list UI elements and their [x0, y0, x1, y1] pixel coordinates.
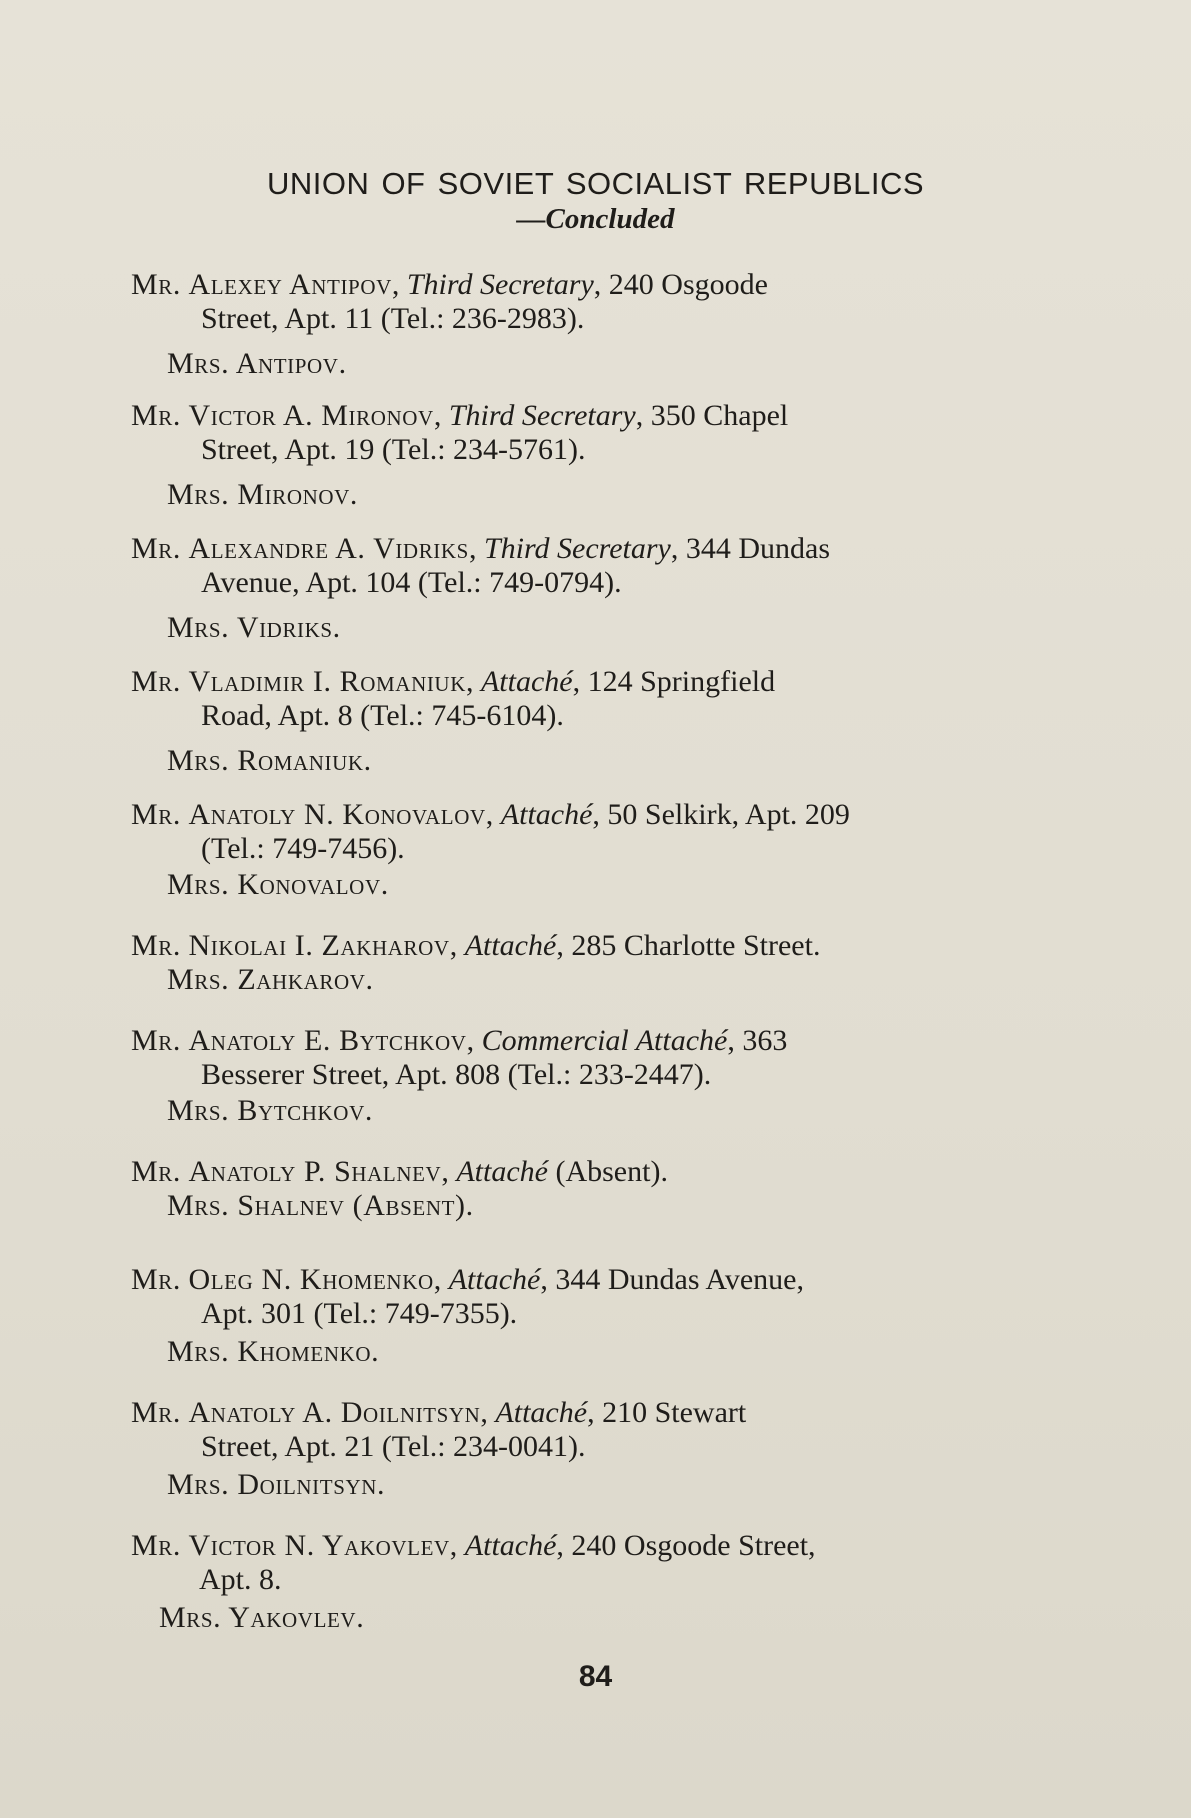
entry-address: , 344 Dundas	[670, 532, 831, 565]
diplomat-name: Anatoly P. Shalnev	[188, 1155, 442, 1188]
entry-prefix: Mr.	[131, 1024, 181, 1057]
diplomat-entry	[131, 1263, 1041, 1396]
spouse-line: Mrs. Zahkarov.	[167, 963, 374, 996]
page-number: 84	[578, 1660, 613, 1693]
entry-continuation: Besserer Street, Apt. 808 (Tel.: 233-2447).	[201, 1058, 712, 1091]
diplomat-entry	[131, 1155, 1041, 1263]
diplomat-entry	[131, 1396, 1041, 1529]
diplomat-entry	[131, 1024, 1041, 1155]
spouse-line: Mrs. Shalnev (Absent).	[167, 1189, 474, 1222]
spouse-line: Mrs. Yakovlev.	[159, 1601, 365, 1634]
diplomat-title: Attaché	[480, 665, 573, 698]
spouse-line: Mrs. Doilnitsyn.	[167, 1468, 386, 1501]
entry-prefix: Mr.	[131, 399, 181, 432]
spouse-line: Mrs. Mironov.	[167, 478, 358, 511]
entry-prefix: Mr.	[131, 665, 181, 698]
separator: ,	[465, 665, 481, 698]
diplomat-name: Nikolai I. Zakharov	[188, 929, 450, 962]
entry-address: , 344 Dundas Avenue,	[540, 1263, 804, 1296]
section-subheading: —Concluded	[516, 203, 675, 235]
diplomat-name: Alexey Antipov	[188, 268, 392, 301]
entry-address: , 285 Charlotte Street.	[556, 929, 821, 962]
entry-continuation: Street, Apt. 19 (Tel.: 234-5761).	[201, 433, 586, 466]
entry-continuation: (Tel.: 749-7456).	[201, 832, 405, 865]
diplomat-name: Victor A. Mironov	[188, 399, 434, 432]
diplomat-name: Anatoly N. Konovalov	[188, 798, 486, 831]
diplomat-list	[131, 268, 1041, 1649]
separator: ,	[466, 1024, 482, 1057]
entry-prefix: Mr.	[131, 268, 181, 301]
diplomat-entry	[131, 1529, 1041, 1649]
entry-continuation: Avenue, Apt. 104 (Tel.: 749-0794).	[201, 566, 622, 599]
diplomat-title: Attaché	[448, 1263, 541, 1296]
entry-first-line	[131, 1155, 1041, 1189]
diplomat-title: Commercial Attaché	[481, 1024, 728, 1057]
entry-first-line	[131, 1396, 1041, 1430]
spouse-line: Mrs. Romaniuk.	[167, 744, 372, 777]
entry-address: (Absent).	[547, 1155, 668, 1188]
entry-prefix: Mr.	[131, 1155, 181, 1188]
separator: ,	[433, 399, 449, 432]
separator: ,	[485, 798, 501, 831]
diplomat-title: Third Secretary	[448, 399, 636, 432]
diplomat-title: Third Secretary	[406, 268, 594, 301]
diplomat-entry	[131, 929, 1041, 1024]
entry-address: , 240 Osgoode Street,	[556, 1529, 816, 1562]
diplomat-entry	[131, 532, 1041, 665]
diplomat-name: Anatoly E. Bytchkov	[188, 1024, 467, 1057]
diplomat-name: Victor N. Yakovlev	[188, 1529, 450, 1562]
spouse-line: Mrs. Antipov.	[167, 347, 347, 380]
entry-prefix: Mr.	[131, 1529, 181, 1562]
entry-first-line	[131, 268, 1041, 302]
entry-first-line	[131, 1263, 1041, 1297]
entry-first-line	[131, 399, 1041, 433]
diplomat-name: Vladimir I. Romaniuk	[188, 665, 466, 698]
entry-address: , 124 Springfield	[572, 665, 776, 698]
spouse-line: Mrs. Konovalov.	[167, 868, 389, 901]
diplomat-title: Attaché	[495, 1396, 588, 1429]
entry-first-line	[131, 532, 1041, 566]
diplomat-entry	[131, 798, 1041, 929]
entry-prefix: Mr.	[131, 1396, 181, 1429]
separator: ,	[441, 1155, 457, 1188]
entry-first-line	[131, 1024, 1041, 1058]
separator: ,	[468, 532, 484, 565]
spouse-line: Mrs. Bytchkov.	[167, 1094, 373, 1127]
separator: ,	[391, 268, 407, 301]
diplomat-entry	[131, 399, 1041, 532]
diplomat-entry	[131, 665, 1041, 798]
spouse-line: Mrs. Vidriks.	[167, 611, 341, 644]
diplomat-title: Attaché	[464, 1529, 557, 1562]
entry-continuation: Street, Apt. 21 (Tel.: 234-0041).	[201, 1430, 586, 1463]
diplomat-name: Anatoly A. Doilnitsyn	[188, 1396, 481, 1429]
entry-first-line	[131, 665, 1041, 699]
entry-first-line	[131, 1529, 1041, 1563]
diplomat-name: Alexandre A. Vidriks	[188, 532, 469, 565]
separator: ,	[449, 929, 465, 962]
entry-address: , 363	[727, 1024, 788, 1057]
separator: ,	[433, 1263, 449, 1296]
diplomat-title: Third Secretary	[483, 532, 671, 565]
entry-address: , 350 Chapel	[635, 399, 789, 432]
entry-prefix: Mr.	[131, 532, 181, 565]
entry-prefix: Mr.	[131, 798, 181, 831]
diplomat-entry	[131, 268, 1041, 399]
spouse-line: Mrs. Khomenko.	[167, 1335, 380, 1368]
entry-first-line	[131, 929, 1041, 963]
entry-prefix: Mr.	[131, 929, 181, 962]
diplomat-title: Attaché	[456, 1155, 548, 1188]
entry-address: , 50 Selkirk, Apt. 209	[592, 798, 850, 831]
diplomat-name: Oleg N. Khomenko	[188, 1263, 434, 1296]
separator: ,	[480, 1396, 496, 1429]
separator: ,	[449, 1529, 465, 1562]
entry-address: , 240 Osgoode	[593, 268, 768, 301]
entry-first-line	[131, 798, 1041, 832]
entry-address: , 210 Stewart	[587, 1396, 747, 1429]
entry-continuation: Road, Apt. 8 (Tel.: 745-6104).	[201, 699, 564, 732]
diplomat-title: Attaché	[500, 798, 593, 831]
entry-continuation: Apt. 301 (Tel.: 749-7355).	[201, 1297, 518, 1330]
entry-prefix: Mr.	[131, 1263, 181, 1296]
entry-continuation: Apt. 8.	[199, 1563, 282, 1596]
entry-continuation: Street, Apt. 11 (Tel.: 236-2983).	[201, 302, 585, 335]
diplomat-title: Attaché	[464, 929, 557, 962]
section-heading: UNION OF SOVIET SOCIALIST REPUBLICS	[266, 166, 925, 201]
